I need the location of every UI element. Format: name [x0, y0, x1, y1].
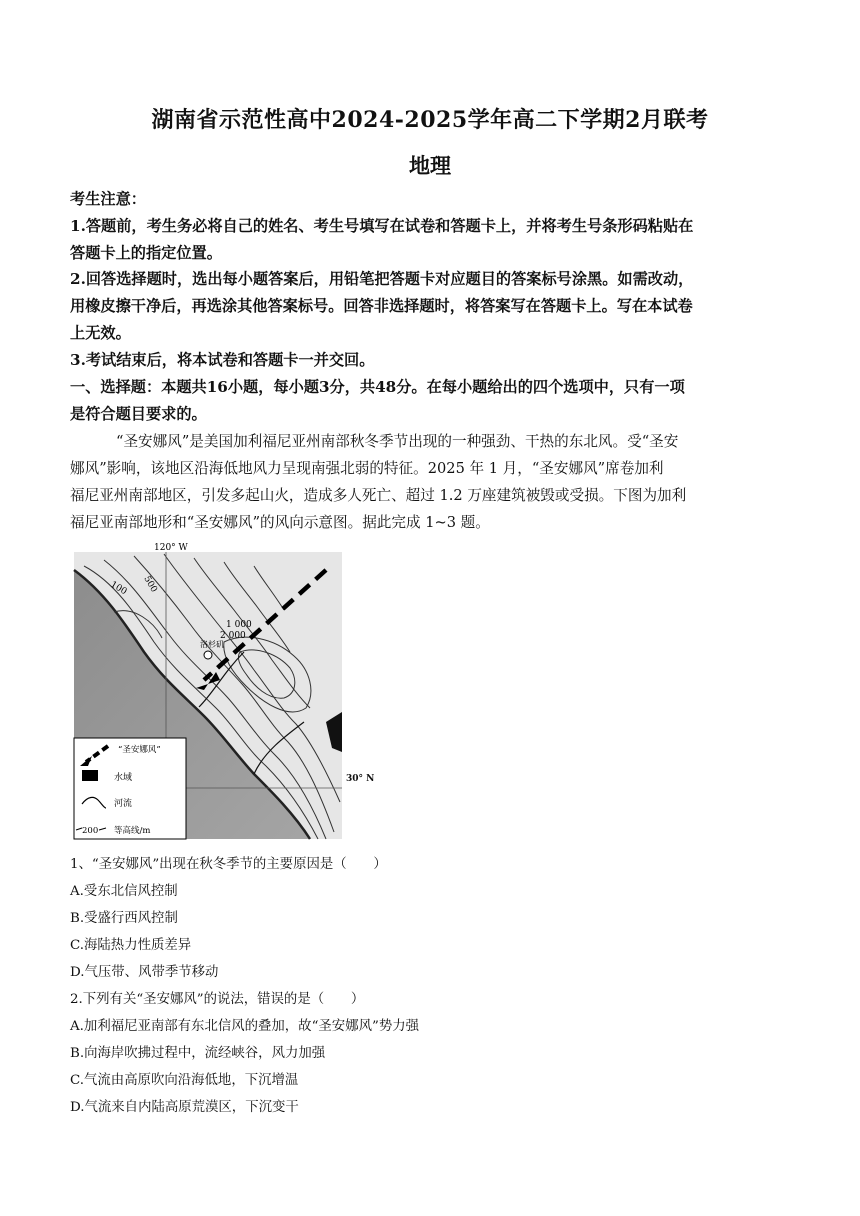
legend-contour-sample: 200 [82, 826, 99, 836]
contour-label-2000: 2 000 [220, 631, 246, 641]
question-option: D.气压带、风带季节移动 [70, 965, 219, 980]
question-option: B.受盛行西风控制 [70, 911, 178, 926]
question-option: A.加利福尼亚南部有东北信风的叠加，故“圣安娜风”势力强 [70, 1019, 419, 1034]
contour-label-100: 100 [108, 579, 129, 598]
legend-contour-label: 等高线/m [114, 826, 151, 836]
section-heading: 是符合题目要求的。 [70, 405, 207, 423]
legend-water-symbol [82, 770, 98, 781]
notice-line: 用橡皮擦干净后，再选涂其他答案标号。回答非选择题时，将答案写在答题卡上。写在本试卷 [70, 297, 693, 315]
question-option: A.受东北信风控制 [70, 884, 178, 899]
legend-river-label: 河流 [114, 799, 133, 809]
subject-title: 地理 [409, 153, 451, 178]
legend-wind-label: “圣安娜风” [118, 745, 161, 755]
notice-line: 1.答题前，考生务必将自己的姓名、考生号填写在试卷和答题卡上，并将考生号条形码粘贴在 [70, 217, 694, 235]
lat-label: 30° N [346, 774, 375, 784]
question-option: B.向海岸吹拂过程中，流经峡谷，风力加强 [70, 1046, 326, 1061]
notice-line: 3.考试结束后，将本试卷和答题卡一并交回。 [70, 351, 375, 369]
question-option: C.海陆热力性质差异 [70, 938, 192, 953]
question-stem: 2.下列有关“圣安娜风”的说法，错误的是（ ） [70, 992, 365, 1007]
city-marker [204, 651, 212, 659]
legend-water-label: 水域 [114, 773, 133, 783]
question-option: C.气流由高原吹向沿海低地，下沉增温 [70, 1073, 299, 1088]
question-option: D.气流来自内陆高原荒漠区，下沉变干 [70, 1100, 299, 1115]
notice-line: 答题卡上的指定位置。 [70, 244, 222, 262]
city-label: 洛杉矶 [200, 640, 224, 649]
section-heading: 一、选择题：本题共16小题，每小题3分，共48分。在每小题给出的四个选项中，只有一项 [70, 378, 685, 396]
notice-heading: 考生注意： [70, 190, 146, 208]
notice-line: 2.回答选择题时，选出每小题答案后，用铅笔把答题卡对应题目的答案标号涂黑。如需改动， [70, 270, 694, 288]
notice-line: 上无效。 [70, 324, 131, 342]
lon-label: 120° W [154, 543, 188, 553]
santa-ana-map [74, 543, 342, 839]
exam-title: 湖南省示范性高中2024-2025学年高二下学期2月联考 [151, 107, 709, 133]
passage-line: 福尼亚南部地形和“圣安娜风”的风向示意图。据此完成 1~3 题。 [70, 514, 490, 531]
contour-label-1000: 1 000 [226, 620, 252, 630]
contour-label-500: 500 [141, 574, 159, 595]
question-stem: 1、“圣安娜风”出现在秋冬季节的主要原因是（ ） [70, 857, 387, 872]
passage-line: 娜风”影响，该地区沿海低地风力呈现南强北弱的特征。2025 年 1 月，“圣安娜风”席卷加利 [70, 460, 664, 477]
map-legend [74, 738, 186, 839]
passage-line: 福尼亚州南部地区，引发多起山火，造成多人死亡、超过 1.2 万座建筑被毁或受损。下图为加利 [70, 487, 687, 504]
passage-line: “圣安娜风”是美国加利福尼亚州南部秋冬季节出现的一种强劲、干热的东北风。受“圣安 [116, 433, 679, 450]
